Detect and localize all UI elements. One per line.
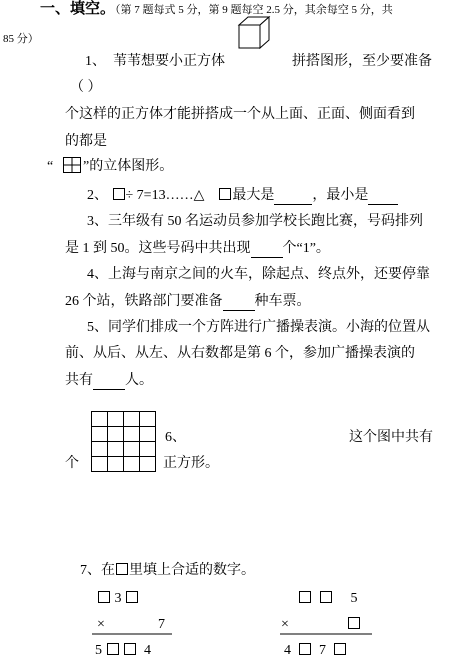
q1-number: 1、 [85,54,106,69]
q7-right-row1 [298,590,358,608]
q7-right-row2 [347,616,361,634]
q7-right-digit1: 5 [350,591,358,606]
q6-text-a: 这个图中共有 [349,430,433,445]
digit-box[interactable] [107,643,119,655]
q4-line2a: 26 个站，铁路部门要准备 [65,294,223,309]
q1-text-a: 苇苇想要小正方体 [113,54,225,69]
q7-left-r3-d2: 4 [144,643,151,658]
digit-box[interactable] [124,643,136,655]
q7-left-row3 [95,642,151,660]
square-grid-figure [91,411,157,473]
q7-left-row1 [97,590,139,608]
q1-answer-paren: （ ） [70,80,102,95]
cube-icon [238,16,270,50]
digit-box[interactable] [126,591,138,603]
q7-right-rule [280,633,372,635]
section-title: 一、填空。 [40,1,116,17]
q1-quote-open: “ [47,159,54,174]
q6-number: 6、 [165,430,186,445]
q4-blank[interactable] [223,292,255,311]
q7-left-rule [92,633,172,635]
q5-line2: 前、从后、从左、从右数都是第 6 个，参加广播操表演的 [65,346,415,361]
q7-instruction-post: 里填上合适的数字。 [129,563,255,578]
q3-line2a: 是 1 到 50。这些号码中共出现 [65,241,251,256]
q1-quote-close: ”的立体图形。 [83,159,174,174]
q2-expr: ÷ 7=13……△ [125,188,205,203]
blank-box-icon [116,563,128,575]
q4-line2 [65,292,311,311]
q3-line2b: 个“1”。 [282,241,330,256]
q7-left-digit1: 3 [114,591,122,606]
q1-text-b: 拼搭图形，至少要准备 [292,54,432,69]
q7-left-times: × [97,617,105,632]
digit-box[interactable] [299,591,311,603]
q4-line1: 4、上海与南京之间的火车，除起点、终点外，还要停靠 [87,267,430,282]
q2-text-b: ，最小是 [312,188,369,203]
blank-box-icon [113,188,125,200]
q6-text-c: 正方形。 [163,456,219,471]
q7-right-r3-d2: 7 [319,643,326,658]
q2-blank-min[interactable] [368,186,398,205]
digit-box[interactable] [320,591,332,603]
scoring-note: （第 7 题每式 5 分，第 9 题每空 2.5 分，其余每空 5 分，共 [115,4,393,16]
q2-text-a: 最大是 [232,188,275,203]
q7-instruction [80,562,255,580]
q6-text-b: 个 [65,456,79,471]
scoring-note-cont: 85 分） [3,33,39,45]
tian-shape-icon [63,157,81,173]
q1-line2: 个这样的正方体才能拼搭成一个从上面、正面、侧面看到 [65,107,415,122]
q3-line2 [65,239,330,258]
digit-box[interactable] [334,643,346,655]
blank-box-icon [219,188,231,200]
q7-left-r3-d1: 5 [95,643,102,658]
q5-line1: 5、同学们排成一个方阵进行广播操表演。小海的位置从 [87,320,430,335]
q5-line3a: 共有 [65,373,93,388]
digit-box[interactable] [348,617,360,629]
q3-line1: 3、三年级有 50 名运动员参加学校长跑比赛，号码排列 [87,214,423,229]
q1-line3: 的都是 [65,134,107,149]
q4-line2b: 种车票。 [254,294,311,309]
q7-left-digit2: 7 [158,617,165,632]
section-header [40,0,393,19]
q2-number: 2、 [87,188,108,203]
q5-line3 [65,371,153,390]
q7-right-r3-d1: 4 [284,643,291,658]
q2-line [87,186,398,205]
q7-instruction-pre: 7、在 [80,563,115,578]
q5-line3b: 人。 [125,373,153,388]
digit-box[interactable] [299,643,311,655]
q2-blank-max[interactable] [274,186,312,205]
q1-line1a [85,53,225,71]
q3-blank[interactable] [251,239,283,258]
q7-right-row3 [284,642,347,660]
q7-right-times: × [281,617,289,632]
digit-box[interactable] [98,591,110,603]
q5-blank[interactable] [93,371,125,390]
